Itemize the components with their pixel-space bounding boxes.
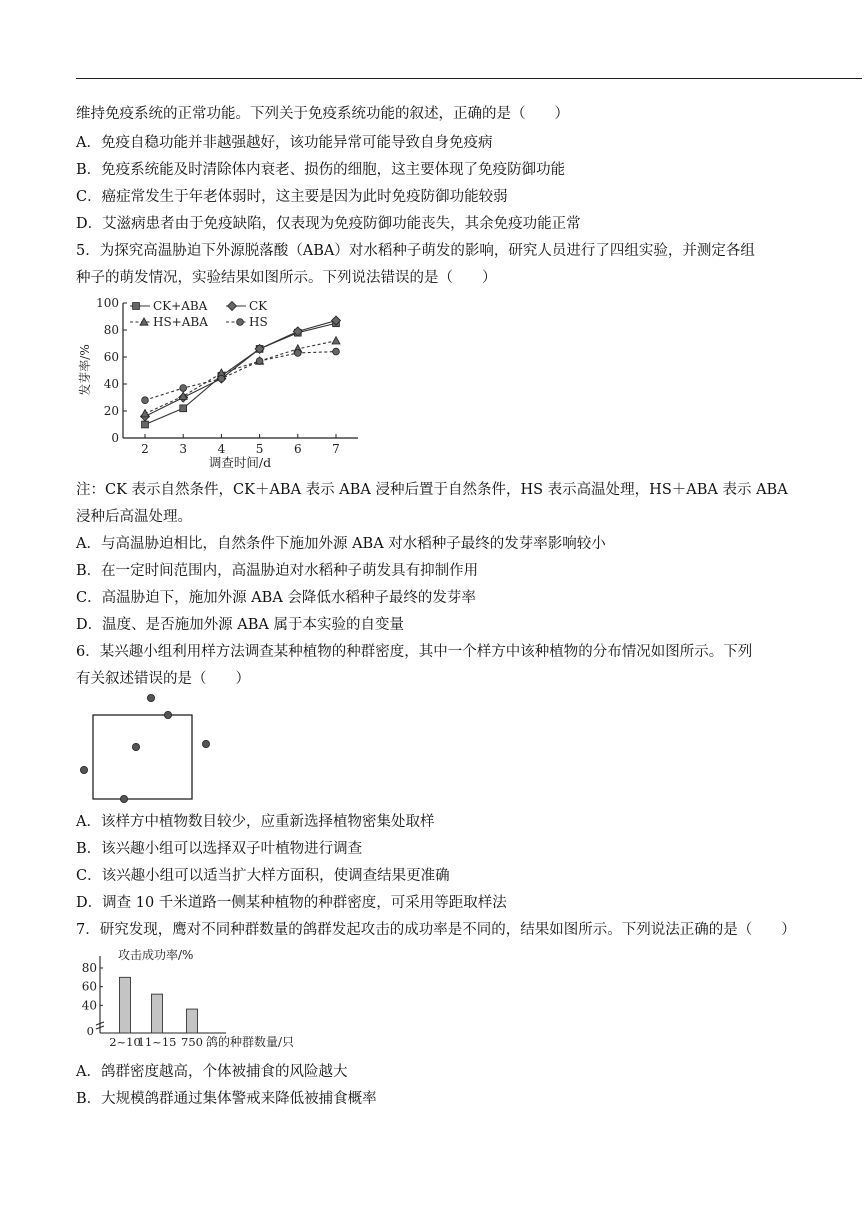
- y-tick-label: 20: [103, 404, 119, 418]
- q5-stem-line1: 5．为探究高温胁迫下外源脱落酸（ABA）对水稻种子萌发的影响，研究人员进行了四组实验，并测定各组: [76, 243, 755, 259]
- origin-label: 0: [86, 1024, 94, 1038]
- y-tick-label: 80: [81, 961, 97, 975]
- germination-line-chart: [76, 292, 376, 472]
- series-line-ck: [145, 321, 336, 417]
- quadrat-diagram: [76, 690, 216, 806]
- series-line-hs: [145, 352, 336, 401]
- q7-option-b: B．大规模鸽群通过集体警戒来降低被捕食概率: [76, 1091, 377, 1107]
- quadrat-square: [93, 715, 192, 799]
- legend-marker-ck-plus-aba: [133, 303, 140, 310]
- legend-label-hs-plus-aba: HS+ABA: [153, 315, 208, 329]
- y-tick-label: 40: [103, 377, 119, 391]
- q6-option-a: A．该样方中植物数目较少，应重新选择植物密集处取样: [76, 814, 435, 830]
- data-point-hs: [142, 397, 149, 404]
- y-tick-label: 60: [103, 350, 119, 364]
- q4-option-d: D．艾滋病患者由于免疫缺陷，仅表现为免疫防御功能丧失，其余免疫功能正常: [76, 216, 581, 232]
- plant-dot: [164, 711, 171, 718]
- q6-option-b: B．该兴趣小组可以选择双子叶植物进行调查: [76, 841, 363, 857]
- y-tick-label: 60: [81, 979, 97, 994]
- category-label: 2~10: [109, 1035, 141, 1049]
- q4-stem: 维持免疫系统的正常功能。下列关于免疫系统功能的叙述，正确的是（ ）: [76, 106, 569, 122]
- q5-note-line2: 浸种后高温处理。: [76, 509, 192, 525]
- x-tick-label: 3: [179, 442, 188, 456]
- series-line-ck-plus-aba: [145, 323, 336, 424]
- legend-marker-ck: [228, 302, 237, 311]
- q6-stem-line1: 6．某兴趣小组利用样方法调查某种植物的种群密度，其中一个样方中该种植物的分布情况如图所示。下列: [76, 644, 753, 660]
- bar-2: [152, 994, 163, 1033]
- header-rule: [76, 78, 862, 79]
- legend-label-hs: HS: [249, 315, 268, 329]
- plant-dot: [120, 795, 127, 802]
- q4-option-c: C．癌症常发生于年老体弱时，这主要是因为此时免疫防御功能较弱: [76, 189, 508, 205]
- y-tick-label: 0: [111, 431, 119, 445]
- category-label: 750: [181, 1035, 203, 1049]
- q5-option-c: C．高温胁迫下，施加外源 ABA 会降低水稻种子最终的发芽率: [76, 590, 476, 606]
- plant-dot: [147, 694, 154, 701]
- q7-stem: 7．研究发现，鹰对不同种群数量的鸽群发起攻击的成功率是不同的，结果如图所示。下列说法正确的是（ ）: [76, 922, 796, 938]
- q4-option-b: B．免疫系统能及时清除体内衰老、损伤的细胞，这主要体现了免疫防御功能: [76, 162, 566, 178]
- plant-dot: [80, 766, 87, 773]
- data-point-hs: [218, 375, 225, 382]
- q7-option-a: A．鸽群密度越高，个体被捕食的风险越大: [76, 1064, 348, 1080]
- bar-chart-x-label: 鸽的种群数量/只: [206, 1035, 295, 1049]
- q5-note-line1: 注：CK 表示自然条件，CK＋ABA 表示 ABA 浸种后置于自然条件，HS 表示高温处理，HS＋ABA 表示 ABA: [76, 482, 788, 498]
- data-point-hs-plus-aba: [141, 410, 149, 417]
- q5-option-a: A．与高温胁迫相比，自然条件下施加外源 ABA 对水稻种子最终的发芽率影响较小: [76, 536, 606, 552]
- line-chart-y-label: 发芽率/%: [78, 344, 92, 396]
- legend-label-ck-plus-aba: CK+ABA: [153, 299, 208, 313]
- q6-option-d: D．调查 10 千米道路一侧某种植物的种群密度，可采用等距取样法: [76, 895, 507, 911]
- category-label: 11~15: [137, 1035, 177, 1049]
- x-tick-label: 6: [293, 442, 302, 456]
- legend-label-ck: CK: [249, 299, 268, 313]
- x-tick-label: 2: [141, 442, 149, 456]
- legend-marker-hs: [237, 319, 244, 326]
- data-point-hs-plus-aba: [332, 337, 340, 344]
- bar-chart-y-label: 攻击成功率/%: [118, 948, 194, 962]
- bar-3: [187, 1009, 198, 1033]
- y-tick-label: 100: [96, 296, 119, 310]
- q6-option-c: C．该兴趣小组可以适当扩大样方面积，使调查结果更准确: [76, 868, 450, 884]
- data-point-ck-plus-aba: [180, 405, 187, 412]
- y-tick-label: 40: [81, 998, 97, 1013]
- q5-option-d: D．温度、是否施加外源 ABA 属于本实验的自变量: [76, 617, 404, 633]
- data-point-hs: [180, 385, 187, 392]
- data-point-hs: [333, 348, 340, 355]
- data-point-hs: [256, 358, 263, 365]
- x-tick-label: 5: [255, 442, 264, 456]
- attack-success-bar-chart: [76, 944, 316, 1052]
- q5-stem-line2: 种子的萌发情况，实验结果如图所示。下列说法错误的是（ ）: [76, 270, 497, 286]
- x-tick-label: 7: [332, 442, 340, 456]
- q5-option-b: B．在一定时间范围内，高温胁迫对水稻种子萌发具有抑制作用: [76, 563, 479, 579]
- data-point-hs: [294, 350, 301, 357]
- q4-option-a: A．免疫自稳功能并非越强越好，该功能异常可能导致自身免疫病: [76, 135, 493, 151]
- x-tick-label: 4: [217, 442, 226, 456]
- q6-stem-line2: 有关叙述错误的是（ ）: [76, 671, 250, 687]
- plant-dot: [132, 743, 139, 750]
- line-chart-x-label: 调查时间/d: [208, 455, 272, 470]
- bar-1: [120, 977, 131, 1033]
- data-point-ck-plus-aba: [142, 421, 149, 428]
- y-tick-label: 80: [103, 323, 119, 337]
- plant-dot: [202, 740, 209, 747]
